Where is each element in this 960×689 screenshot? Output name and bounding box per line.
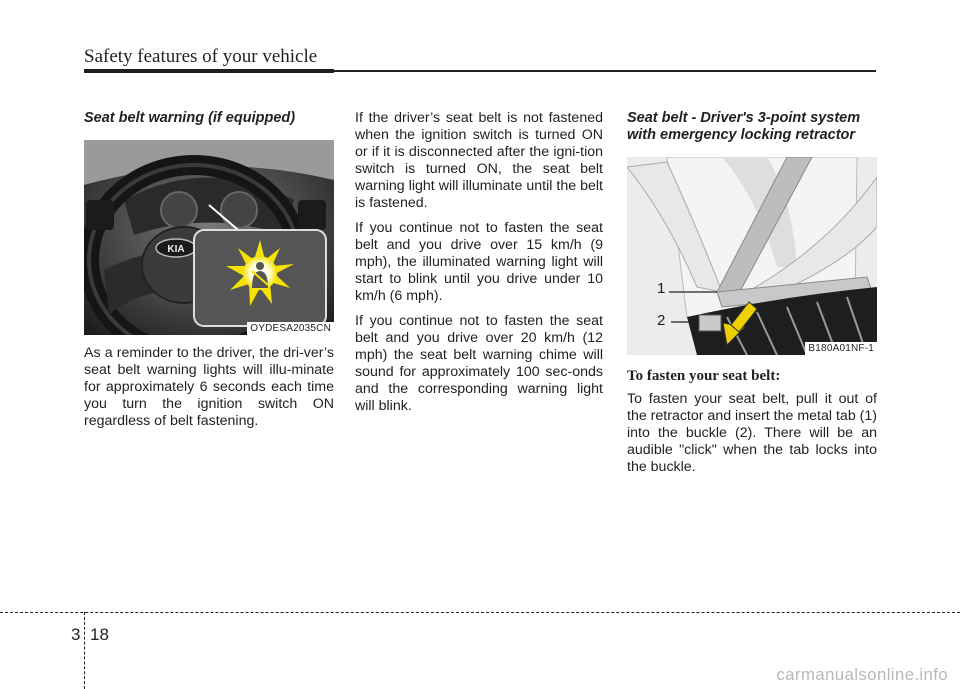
footer-vertical-rule	[84, 612, 85, 689]
svg-text:KIA: KIA	[167, 244, 185, 255]
callout-2: 2	[657, 312, 666, 329]
dashboard-warning-figure	[84, 140, 334, 335]
chapter-number: 3	[71, 625, 81, 644]
left-column	[84, 110, 334, 438]
right-body-paragraph: To fasten your seat belt, pull it out of the retractor and insert the metal tab (1) into the buckle (2). There will be an audible "click" when the tab locks into the buckle.	[627, 391, 877, 475]
dashboard-illustration	[84, 140, 334, 335]
header-rule-thick	[84, 69, 334, 73]
right-column	[627, 110, 877, 484]
fasten-seat-belt-subheading: To fasten your seat belt:	[627, 368, 781, 384]
footer-rule	[0, 612, 960, 613]
middle-paragraph-1: If the driver’s seat belt is not fastened when the ignition switch is turned ON or if it is disconnected after the igni-tion switch is turned ON, the seat belt warning light will illuminate until the belt is fastened.	[355, 110, 603, 211]
three-point-belt-heading: Seat belt - Driver's 3-point system with emergency locking retractor	[627, 110, 861, 143]
header-rule-thin	[334, 70, 876, 72]
page-number: 18	[90, 625, 109, 644]
seat-belt-warning-heading: Seat belt warning (if equipped)	[84, 110, 296, 126]
middle-paragraph-3: If you continue not to fasten the seat belt and you drive over 20 km/h (12 mph) the seat belt warning chime will sound for approximately 100 sec-onds and the corresponding warning light will blink.	[355, 313, 603, 414]
callout-1: 1	[657, 280, 666, 297]
figure-code-label: B180A01NF-1	[805, 342, 877, 355]
page-header-title: Safety features of your vehicle	[84, 46, 318, 67]
seat-belt-buckle-figure	[627, 157, 877, 355]
middle-paragraph-2: If you continue not to fasten the seat belt and you drive over 15 km/h (9 mph), the illuminated warning light will start to blink until you drive under 10 km/h (6 mph).	[355, 220, 603, 304]
middle-column	[355, 110, 603, 423]
left-body-paragraph: As a reminder to the driver, the dri-ver’s seat belt warning lights will illu-minate for approximately 6 seconds each time you turn the ignition switch ON regardless of belt fastening.	[84, 345, 334, 429]
watermark-text: carmanualsonline.info	[776, 665, 948, 684]
figure-code-label: OYDESA2035CN	[247, 322, 334, 335]
